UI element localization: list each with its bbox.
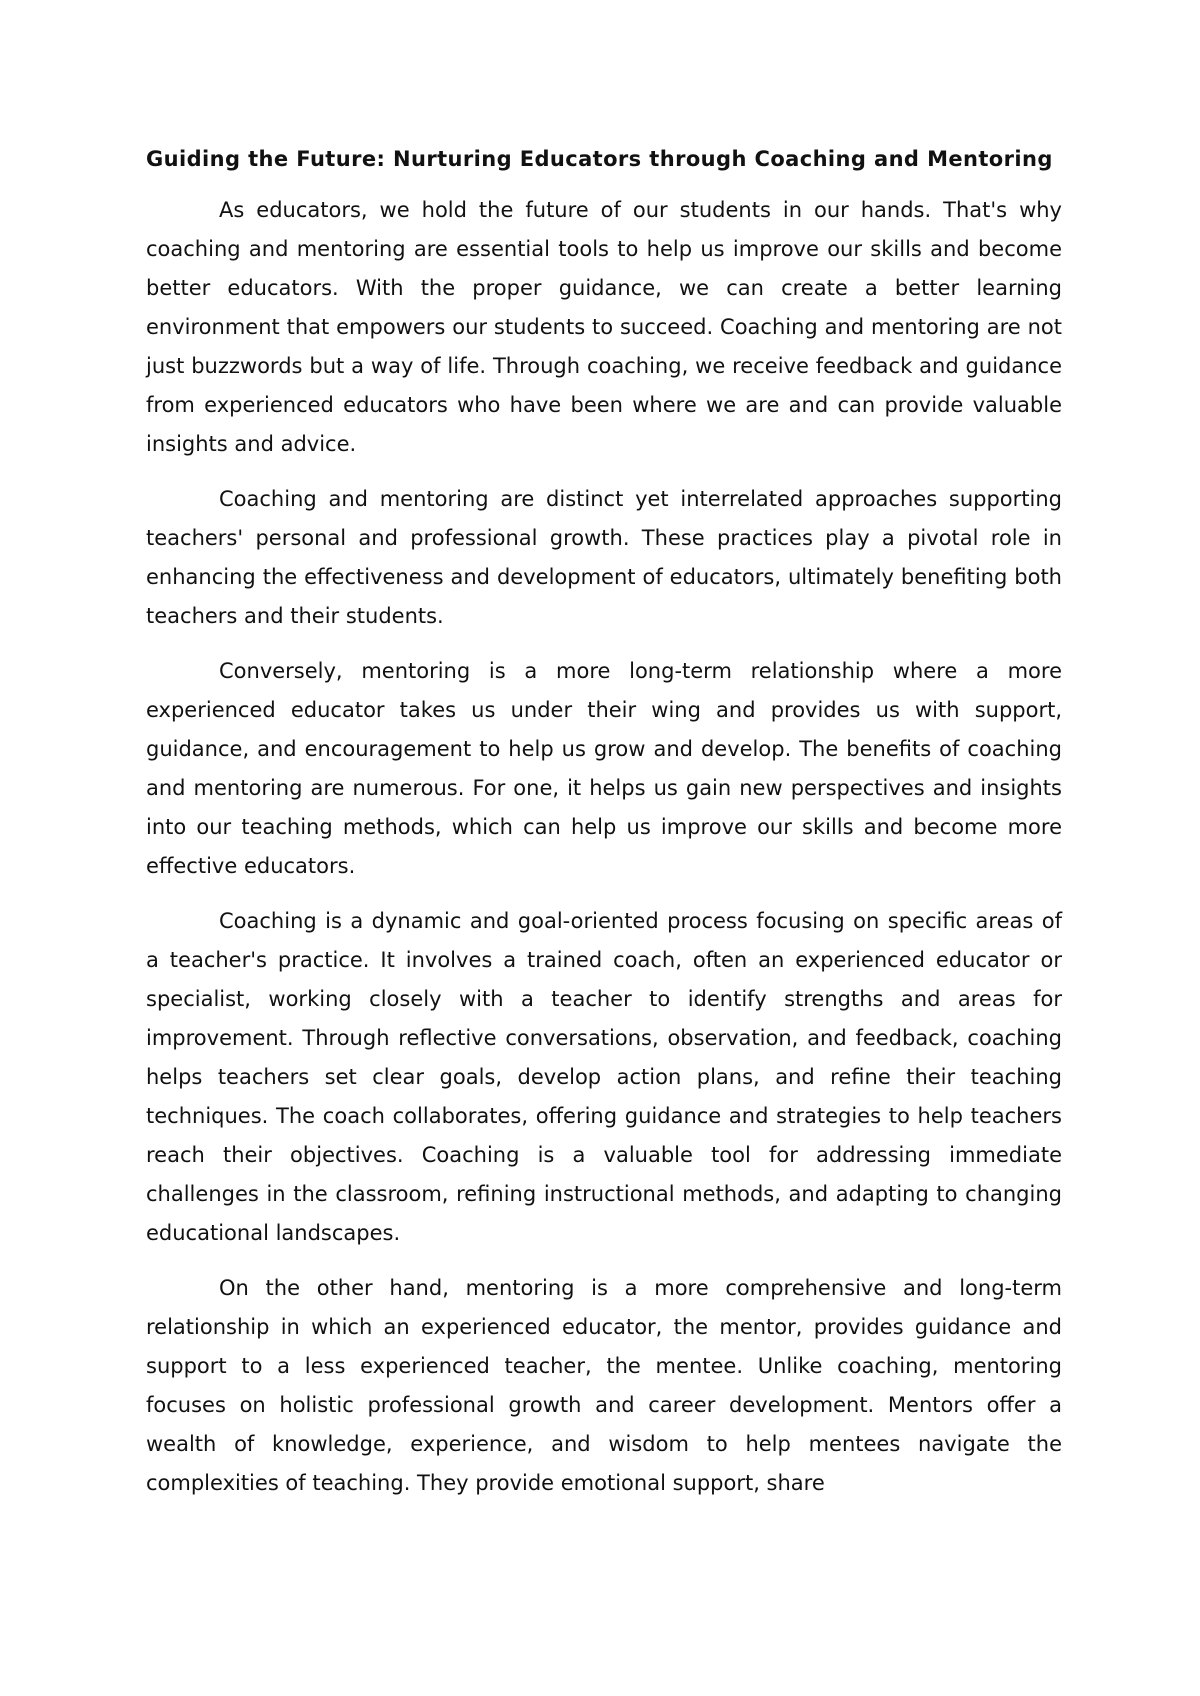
paragraph-3: Conversely, mentoring is a more long-term relationship where a more experienced educator takes us under their wing and provides us with support, guidance, and encouragement to help us grow and develop. The benefits of coaching and mentoring are numerous. For one, it helps us gain new perspectives and insights into our teaching methods, which can help us improve our skills and become more effective educators. <box>146 659 1062 878</box>
document-title: Guiding the Future: Nurturing Educators through Coaching and Mentoring <box>146 147 1053 171</box>
paragraph-2: Coaching and mentoring are distinct yet interrelated approaches supporting teachers' personal and professional growth. These practices play a pivotal role in enhancing the effectiveness and development of educators, ultimately benefiting both teachers and their students. <box>146 487 1062 628</box>
paragraph-1: As educators, we hold the future of our students in our hands. That's why coaching and mentoring are essential tools to help us improve our skills and become better educators. With the proper guidance, we can create a better learning environment that empowers our students to succeed. Coaching and mentoring are not just buzzwords but a way of life. Through coaching, we receive feedback and guidance from experienced educators who have been where we are and can provide valuable insights and advice. <box>146 198 1062 456</box>
paragraph-4: Coaching is a dynamic and goal-oriented process focusing on specific areas of a teacher's practice. It involves a trained coach, often an experienced educator or specialist, working closely with a teacher to identify strengths and areas for improvement. Through reflective conversations, observation, and feedback, coaching helps teachers set clear goals, develop action plans, and refine their teaching techniques. The coach collaborates, offering guidance and strategies to help teachers reach their objectives. Coaching is a valuable tool for addressing immediate challenges in the classroom, refining instructional methods, and adapting to changing educational landscapes. <box>146 909 1062 1245</box>
paragraph-5: On the other hand, mentoring is a more comprehensive and long-term relationship in which an experienced educator, the mentor, provides guidance and support to a less experienced teacher, the mentee. Unlike coaching, mentoring focuses on holistic professional growth and career development. Mentors offer a wealth of knowledge, experience, and wisdom to help mentees navigate the complexities of teaching. They provide emotional support, share <box>146 1276 1062 1495</box>
document-body <box>146 140 1062 1519</box>
